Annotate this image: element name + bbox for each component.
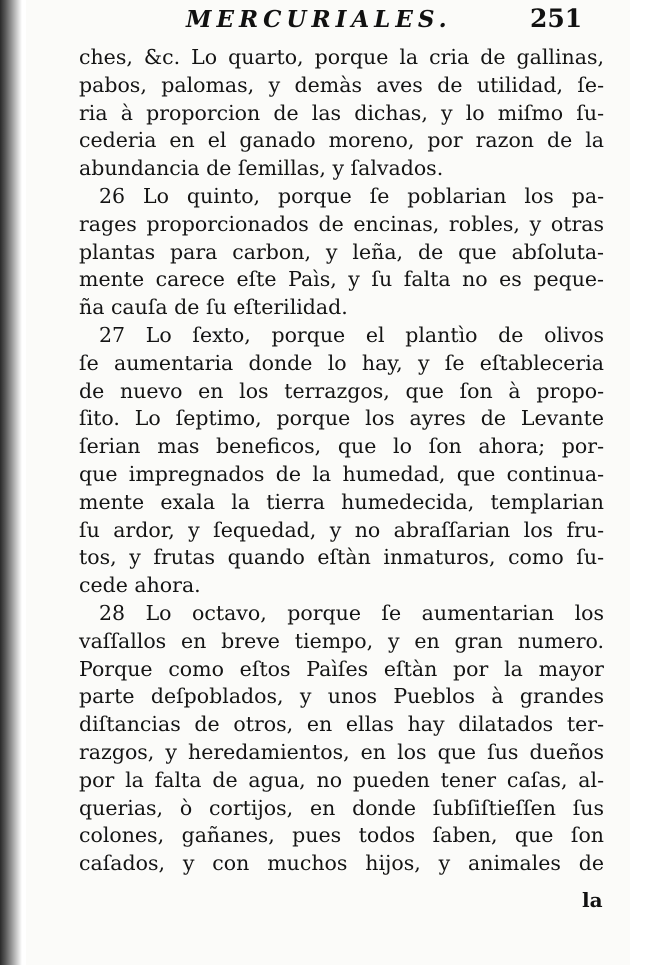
- text-line: ria à proporcion de las dichas, y lo miſmo ſu-: [79, 100, 604, 125]
- paragraph-28-start: 28 Lo octavo, porque ſe aumentarian los: [99, 600, 604, 625]
- page-number: 251: [530, 4, 583, 33]
- text-line: ſerian mas beneficos, que lo ſon ahora; por-: [79, 434, 604, 459]
- text-line: pabos, palomas, y demàs aves de utilidad, ſe-: [79, 72, 604, 97]
- book-page: [26, 0, 630, 965]
- text-line: que impregnados de la humedad, que continua-: [79, 461, 604, 486]
- text-line: razgos, y heredamientos, en los que ſus dueños: [79, 739, 604, 764]
- text-line: caſados, y con muchos hijos, y animales de: [79, 851, 604, 876]
- running-title: MERCURIALES.: [186, 6, 452, 33]
- text-line: ches, &c. Lo quarto, porque la cria de gallinas,: [79, 45, 604, 69]
- text-line: ſu ardor, y ſequedad, y no abraſſarian los fru-: [79, 517, 604, 542]
- text-line: mente exala la tierra humedecida, templarian: [79, 489, 604, 514]
- text-line: plantas para carbon, y leña, de que abſoluta-: [79, 239, 604, 264]
- catchword: la: [582, 888, 603, 912]
- paragraph-27-start: 27 Lo ſexto, porque el plantìo de olivos: [99, 322, 604, 347]
- book-binding-shadow: [0, 0, 22, 965]
- text-line: ña cauſa de ſu eſterilidad.: [79, 295, 348, 320]
- text-line: vaſſallos en breve tiempo, y en gran numero.: [79, 628, 604, 653]
- text-line: cederia en el ganado moreno, por razon de la: [79, 128, 604, 153]
- text-line: por la falta de agua, no pueden tener caſas, al-: [79, 767, 604, 792]
- text-line: colones, gañanes, pues todos ſaben, que ſon: [79, 823, 604, 848]
- text-line: mente carece eſte Paìs, y ſu falta no es peque-: [79, 267, 604, 292]
- text-line: rages proporcionados de encinas, robles, y otras: [79, 211, 604, 236]
- text-line: diſtancias de otros, en ellas hay dilatados ter-: [79, 712, 604, 737]
- text-line: ſe aumentaria donde lo hay, y ſe eſtableceria: [79, 350, 604, 375]
- text-line: parte deſpoblados, y unos Pueblos à grandes: [79, 684, 604, 709]
- paragraph-26-start: 26 Lo quinto, porque ſe poblarian los pa-: [99, 183, 604, 208]
- text-line: cede ahora.: [79, 573, 201, 598]
- body-text: [79, 44, 604, 878]
- text-line: tos, y frutas quando eſtàn inmaturos, como ſu-: [79, 545, 604, 570]
- text-line: abundancia de ſemillas, y ſalvados.: [79, 156, 444, 181]
- text-line: querias, ò cortijos, en donde ſubſiſtieſſen ſus: [79, 795, 604, 820]
- text-line: ſito. Lo ſeptimo, porque los ayres de Levante: [79, 406, 604, 431]
- text-line: de nuevo en los terrazgos, que ſon à propo-: [79, 378, 604, 403]
- text-line: Porque como eſtos Paìſes eſtàn por la mayor: [79, 656, 604, 681]
